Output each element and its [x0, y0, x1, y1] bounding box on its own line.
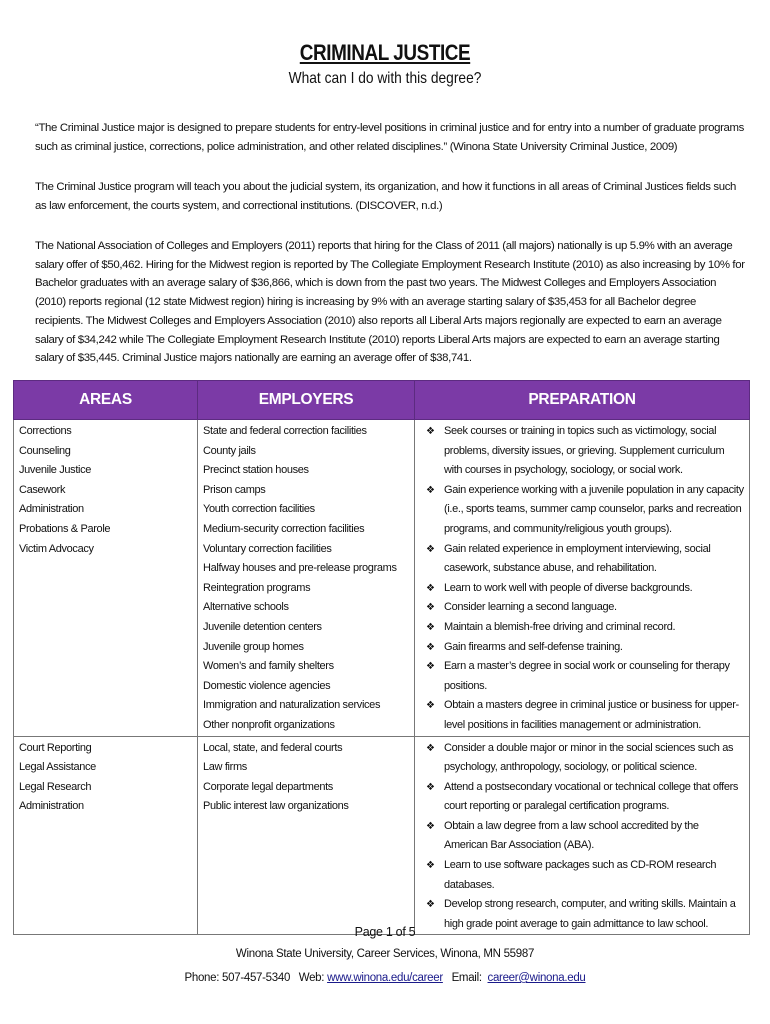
- employer-item: Law firms: [203, 761, 247, 774]
- table-row: [14, 736, 750, 935]
- header-employers: EMPLOYERS: [198, 381, 415, 420]
- employer-item: Other nonprofit organizations: [203, 718, 335, 731]
- employer-item: Local, state, and federal courts: [203, 741, 343, 754]
- area-item: Legal Research: [19, 780, 92, 793]
- preparation-list: [420, 739, 744, 935]
- preparation-bullet: ❖ Learn to use software packages such as CD-ROM research databases.: [420, 856, 744, 895]
- employer-item: Precinct station houses: [203, 464, 309, 477]
- table-row: [14, 420, 750, 737]
- area-item: Victim Advocacy: [19, 542, 94, 555]
- table-header-row: [14, 381, 750, 420]
- page-number: Page 1 of 5: [354, 925, 416, 939]
- preparation-bullet: ❖ Develop strong research, computer, and writing skills. Maintain a high grade point average to gain admittance to law school.: [420, 895, 744, 934]
- footer-phone: Phone: 507-457-5340: [184, 972, 291, 984]
- preparation-cell: [415, 420, 750, 737]
- preparation-bullet: ❖ Gain experience working with a juvenile population in any capacity (i.e., sports teams, summer camp counselor, parks and recreation programs, and community/religious youth groups).: [420, 481, 744, 540]
- preparation-bullet: ❖ Attend a postsecondary vocational or technical college that offers court reporting or paralegal certification programs.: [420, 778, 744, 817]
- area-item: Legal Assistance: [19, 761, 96, 774]
- employers-cell: [198, 420, 415, 737]
- employer-item: Women’s and family shelters: [203, 660, 334, 673]
- area-item: Administration: [19, 503, 84, 516]
- area-item: Court Reporting: [19, 741, 92, 754]
- page-subtitle: What can I do with this degree?: [288, 70, 482, 87]
- employer-item: Youth correction facilities: [203, 503, 315, 516]
- area-item: Counseling: [19, 444, 71, 457]
- employer-item: Alternative schools: [203, 601, 289, 614]
- employer-item: Voluntary correction facilities: [203, 542, 332, 555]
- preparation-bullet: ❖ Maintain a blemish-free driving and criminal record.: [420, 618, 744, 638]
- preparation-bullet: ❖ Earn a master’s degree in social work or counseling for therapy positions.: [420, 657, 744, 696]
- program-description-paragraph: The Criminal Justice program will teach you about the judicial system, its organization, and how it functions in all areas of Criminal Justices fields such as law enforcement, the courts system, and correctional institutions. (DISCOVER, n.d.): [35, 181, 737, 212]
- area-item: Probations & Parole: [19, 522, 111, 535]
- preparation-bullet: ❖ Gain related experience in employment interviewing, social casework, substance abuse, and rehabilitation.: [420, 540, 744, 579]
- preparation-bullet: ❖ Learn to work well with people of diverse backgrounds.: [420, 579, 744, 599]
- footer-email-label: Email:: [451, 972, 482, 984]
- header-areas: AREAS: [14, 381, 198, 420]
- footer-web-label: Web:: [298, 972, 325, 984]
- employer-item: Juvenile group homes: [203, 640, 304, 653]
- preparation-bullet: ❖ Obtain a law degree from a law school accredited by the American Bar Association (ABA).: [420, 817, 744, 856]
- area-item: Administration: [19, 800, 84, 813]
- area-item: Juvenile Justice: [19, 464, 92, 477]
- preparation-bullet: ❖ Obtain a masters degree in criminal justice or business for upper-level positions in facilities management or administration.: [420, 696, 744, 735]
- employer-item: Juvenile detention centers: [203, 620, 322, 633]
- header-preparation: PREPARATION: [415, 381, 750, 420]
- employer-item: Halfway houses and pre-release programs: [203, 562, 397, 575]
- preparation-bullet: ❖ Consider learning a second language.: [420, 598, 744, 618]
- career-table: [13, 380, 750, 935]
- employer-item: Corporate legal departments: [203, 780, 333, 793]
- preparation-bullet: ❖ Gain firearms and self-defense training.: [420, 638, 744, 658]
- preparation-list: [420, 422, 744, 736]
- footer-contact: [0, 972, 770, 984]
- footer-address: Winona State University, Career Services, Winona, MN 55987: [235, 948, 535, 960]
- salary-outlook-paragraph: The National Association of Colleges and Employers (2011) reports that hiring for the Class of 2011 (all majors) nationally is up 5.9% with an average salary offer of $50,462. Hiring for the Midwest region is reported by The Collegiate Employment Research Institute (2010) as also increasing by 10% for Bachelor graduates with an average salary of $36,866, which is down from the past two years. The Midwest Colleges and Employers Association (2010) reports regional (12 state Midwest region) hiring is increasing by 9% with an average starting salary of $35,453 for all Bachelor degree recipients. The Midwest Colleges and Employers Association (2010) also reports all Liberal Arts majors regionally are expected to earn an average salary of $34,242 while The Collegiate Employment Research Institute (2010) reports Liberal Arts majors are expected to earn an average starting salary of $35,445. Criminal Justice majors nationally are earning an average offer of $38,741.: [35, 240, 745, 365]
- preparation-bullet: ❖ Seek courses or training in topics such as victimology, social problems, diversity issues, or grieving. Supplement curriculum with courses in psychology, sociology, or social work.: [420, 422, 744, 481]
- preparation-bullet: ❖ Consider a double major or minor in the social sciences such as psychology, anthropology, sociology, or political science.: [420, 739, 744, 778]
- employer-item: Medium-security correction facilities: [203, 522, 365, 535]
- employers-cell: [198, 736, 415, 935]
- intro-quote-paragraph: “The Criminal Justice major is designed to prepare students for entry-level positions in criminal justice and for entry into a number of graduate programs such as criminal justice, corrections, police administration, and other related disciplines.” (Winona State University Criminal Justice, 2009): [35, 122, 744, 153]
- career-email-link[interactable]: career@winona.edu: [487, 972, 586, 984]
- employer-item: Public interest law organizations: [203, 800, 349, 813]
- career-website-link[interactable]: www.winona.edu/career: [327, 972, 443, 984]
- employer-item: Immigration and naturalization services: [203, 699, 381, 712]
- employer-item: Prison camps: [203, 483, 266, 496]
- area-item: Casework: [19, 483, 66, 496]
- areas-cell: [14, 736, 198, 935]
- employer-item: County jails: [203, 444, 256, 457]
- employer-item: Reintegration programs: [203, 581, 311, 594]
- employer-item: State and federal correction facilities: [203, 425, 367, 437]
- page-title: CRIMINAL JUSTICE: [299, 40, 471, 65]
- employer-item: Domestic violence agencies: [203, 679, 331, 692]
- area-item: Corrections: [19, 425, 72, 437]
- areas-cell: [14, 420, 198, 737]
- preparation-cell: [415, 736, 750, 935]
